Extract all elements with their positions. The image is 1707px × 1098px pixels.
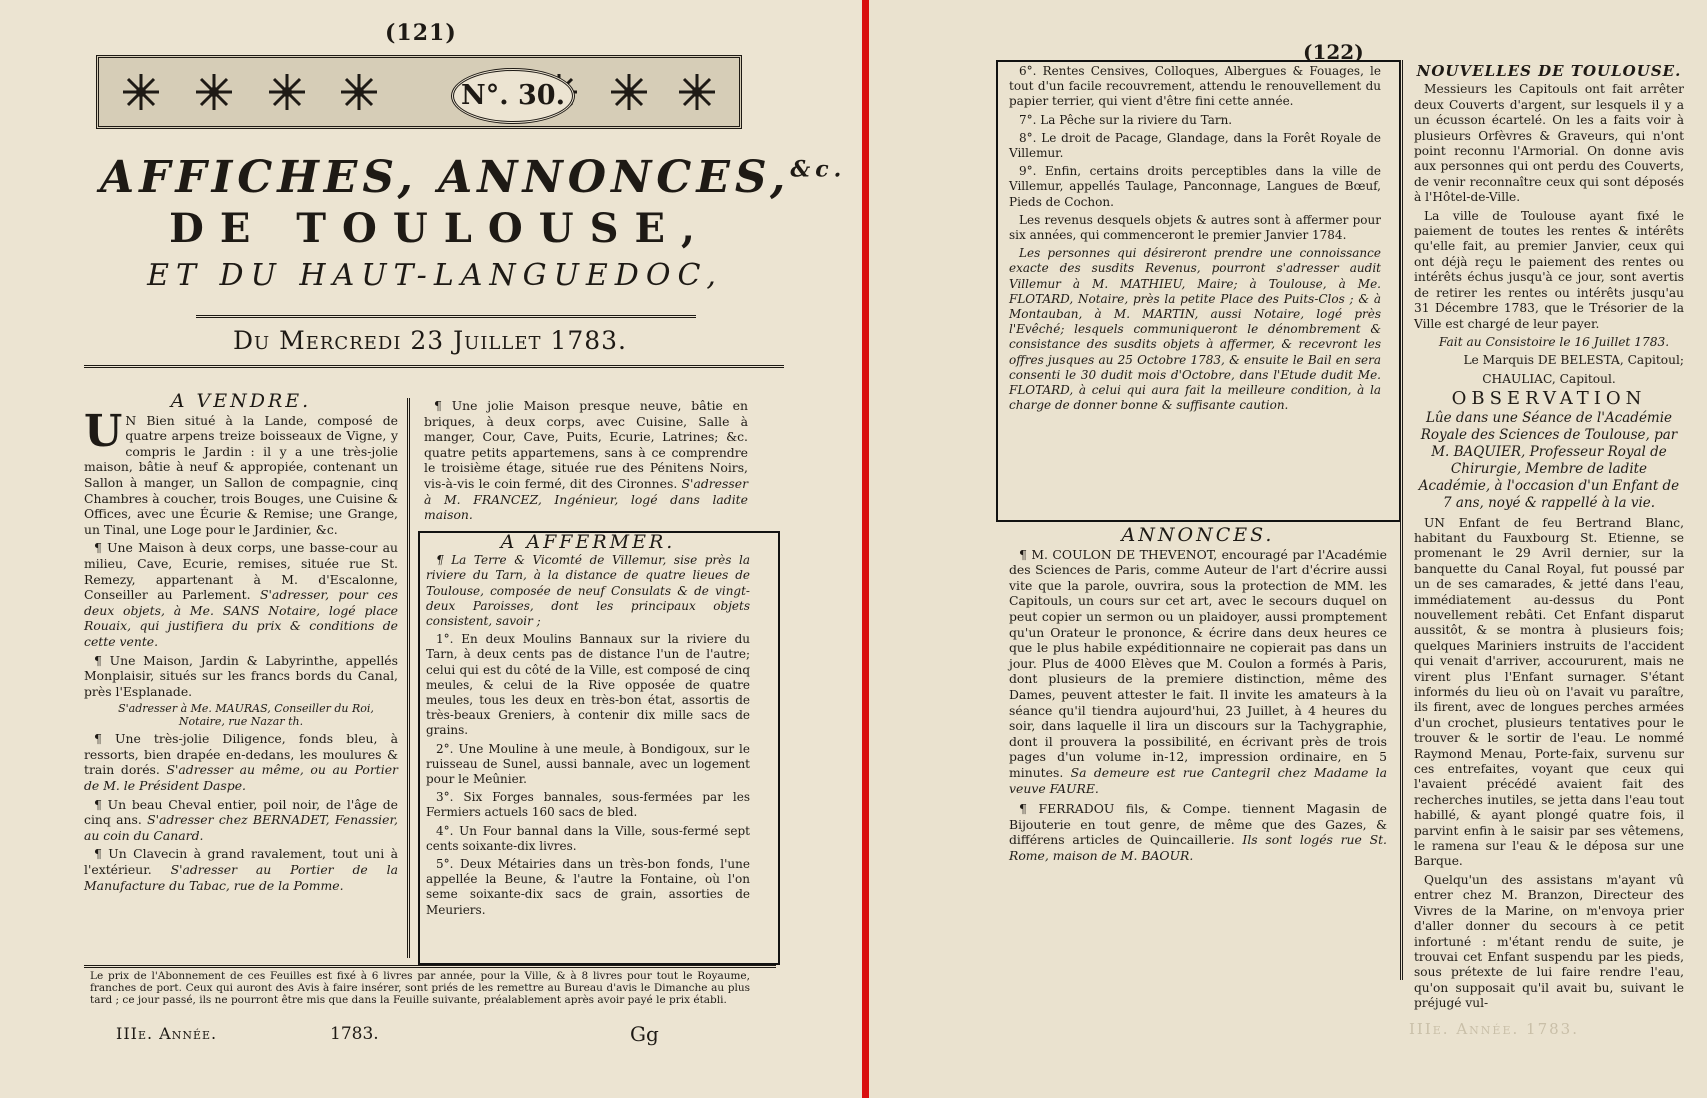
observation-paragraph: UN Enfant de feu Bertrand Blanc, habitant du Fauxbourg St. Etienne, se promenant le 29 Avril dernier, sur la banquette du Canal Royal, fut poussé par un de ses camarades, & jetté dans l'eau, immédiatement au-dessus du Pont nouvellement rebâti. Cet Enfant disparut aussitôt, & se montra à plusieurs fois; quelques Mariniers instruits de l'accident qui venait d'arriver, accoururent, mais ne virent plus l'Enfant surnager. S'étant informés du lieu où on l'avait vu paraître, ils firent, avec de longues perches armées d'un crochet, plusieurs tentatives pour le trouver & le sortir de l'eau. Le nommé Raymond Menau, Porte-faix, survenu sur ces entrefaites, voyant que ceux qui l'avaient précédé avaient fait des recherches inutiles, se jetta dans l'eau tout habillé, & ayant plongé quatre fois, il parvint enfin à le saisir par ses vêtemens, le ramena sur l'eau & le déposa sur une Barque. xyxy=(1414,515,1684,869)
observation-subtitle: Lûe dans une Séance de l'Académie Royale des Sciences de Toulouse, par M. BAQUIER, Professeur Royal de Chirurgie, Membre de ladite Académie, à l'occasion d'un Enfant de 7 ans, noyé & rappellé à la vie. xyxy=(1418,409,1680,511)
ad-paragraph xyxy=(84,653,398,700)
lease-item: 3°. Six Forges bannales, sous-fermées par les Fermiers actuels 160 sacs de bled. xyxy=(426,790,750,820)
section-heading: A VENDRE. xyxy=(170,390,312,412)
ad-paragraph xyxy=(84,731,398,793)
a-affermer-column xyxy=(426,531,750,921)
lease-revenus: Les revenus desquels objets & autres sont à affermer pour six années, qui commenceront le premier Janvier 1784. xyxy=(1009,212,1381,243)
subscription-notice: Le prix de l'Abonnement de ces Feuilles est fixé à 6 livres par année, pour la Ville, & à 8 livres pour tout le Royaume, franches de port. Ceux qui auront des Avis à faire insérer, sont priés de les remettre au Bureau d'avis le Dimanche au plus tard ; ce jour passé, ils ne pourront être mis que dans la Feuille suivante, préalablement après avoir payé le prix établi. xyxy=(90,970,750,1006)
lease-item: 7°. La Pêche sur la riviere du Tarn. xyxy=(1019,112,1233,127)
observation-paragraph: Quelqu'un des assistans m'ayant vû entrer chez M. Branzon, Directeur des Vivres de la Marine, on m'envoya prier d'aller donner du secours à ce petit infortuné : m'étant rendu de suite, je trouvai cet Enfant suspendu par les pieds, sous prétexte de lui faire rendre l'eau, qu'on supposait qu'il avait bu, suivant le préjugé vul- xyxy=(1414,872,1684,1011)
news-dateline: Fait au Consistoire le 16 Juillet 1783. xyxy=(1438,334,1670,349)
title-rule xyxy=(196,315,696,318)
maison-column xyxy=(424,398,748,526)
signature-line: Le Marquis DE BELESTA, Capitoul; xyxy=(1463,353,1684,368)
page-divider xyxy=(862,0,869,1098)
lease-intro: ¶ La Terre & Vicomté de Villemur, sise près la riviere du Tarn, à la distance de quatre lieues de Toulouse, composée de neuf Consulats & de vingt-deux Paroisses, dont les principaux objets consistent, savoir ; xyxy=(426,553,750,629)
ornament-icon xyxy=(121,72,161,112)
lease-item: 8°. Le droit de Pacage, Glandage, dans la Forêt Royale de Villemur. xyxy=(1009,130,1381,161)
footer-year: 1783. xyxy=(330,1024,379,1044)
section-heading: A AFFERMER. xyxy=(500,531,676,553)
right-page xyxy=(869,0,1707,1098)
lease-item: 4°. Un Four bannal dans la Ville, sous-fermé sept cents soixante-dix livres. xyxy=(426,823,750,853)
lease-item: 9°. Enfin, certains droits perceptibles dans la ville de Villemur, appellés Taulage, Panconnage, Langues de Bœuf, Pieds de Cochon. xyxy=(1009,164,1381,209)
lease-item: 1°. En deux Moulins Bannaux sur la riviere du Tarn, à deux cents pas de distance l'un de l'autre; celui qui est du côté de la Ville, est composé de cinq meules, & celui de la Rive opposée de quatre meules, tous les deux en très-bon état, assortis de très-beaux Greniers, à contenir dix mille sacs de grains. xyxy=(426,632,750,738)
ad-contact: S'adresser, pour ces deux objets, à Me. SANS Notaire, logé place Rouaix, qui justifiera du prix & conditions de cette vente. xyxy=(84,587,398,649)
ad-contact: S'adresser à Me. MAURAS, Conseiller du Roi, Notaire, rue Nazar th. xyxy=(118,702,374,729)
lease-item: 2°. Une Mouline à une meule, à Bondigoux, sur le ruisseau de Sunel, aussi bannale, avec un logement pour le Meûnier. xyxy=(426,741,750,787)
ad-text: ¶ Un beau Cheval entier, poil noir, de l'âge de cinq ans. xyxy=(84,796,398,828)
lease-item: 6°. Rentes Censives, Colloques, Albergues & Fouages, le tout d'un facile recouvrement, attendu le renouvellement du papier terrier, qui vient d'être fini cette année. xyxy=(1009,64,1381,109)
ad-text: ¶ M. COULON DE THEVENOT, encouragé par l'Académie des Sciences de Paris, comme Auteur de l'art d'écrire aussi vite que la parole, ouvrira, sous la protection de MM. les Capitouls, un cours sur cet art, avec le secours duquel on peut copier un sermon ou un plaidoyer, aussi promptement qu'un Orateur le prononce, & écrire dans deux heures ce que le plus habile expéditionnaire ne copierait pas dans un jour. Plus de 4000 Elèves que M. Coulon a formés à Paris, dont plusieurs de la premiere distinction, même des Dames, peuvent attester le fait. Il invite les amateurs à la séance qu'il tiendra aujourd'hui, 23 Juillet, à 4 heures du soir, dans laquelle il lira un discours sur la Tachygraphie, dont il prouvera la possibilité, en écrivant près de trois pages d'un volume in-12, impression ordinaire, en 5 minutes. xyxy=(1009,546,1387,780)
continued-lease-column xyxy=(1009,64,1381,416)
column-rule xyxy=(1400,60,1403,980)
ad-paragraph xyxy=(1009,801,1387,863)
ad-text: ¶ Une Maison à deux corps, une basse-cour au milieu, Cave, Ecurie, remises, située rue St. Remezy, appartenant à M. d'Escalonne, Conseiller au Parlement. xyxy=(84,540,398,603)
ad-contact: S'adresser chez BERNADET, Fenassier, au coin du Canard. xyxy=(84,812,398,843)
a-vendre-column xyxy=(84,390,398,896)
title-line-3: ET DU HAUT-LANGUEDOC, xyxy=(147,258,723,293)
title-etc: &c. xyxy=(790,156,847,183)
ad-contact: S'adresser au Portier de la Manufacture du Tabac, rue de la Pomme. xyxy=(84,862,398,893)
drop-cap: U xyxy=(84,405,123,457)
news-paragraph: Messieurs les Capitouls ont fait arrêter deux Couverts d'argent, sur lesquels il y a un écusson écartelé. On les a faits voir à plusieurs Orfèvres & Graveurs, qui n'ont point reconnu l'Armorial. On donne avis aux personnes qui ont perdu des Couverts, de venir reconnaître ceux qui sont déposés à l'Hôtel-de-Ville. xyxy=(1414,82,1684,205)
issue-number: N°. 30. xyxy=(451,68,575,124)
section-heading: ANNONCES. xyxy=(1121,524,1275,546)
ad-contact: Ils sont logés rue St. Rome, maison de M. BAOUR. xyxy=(1009,832,1387,863)
masthead-ornament-band xyxy=(96,55,742,129)
issue-date: Du Mercredi 23 Juillet 1783. xyxy=(232,326,628,355)
ad-text: ¶ FERRADOU fils, & Compe. tiennent Magasin de Bijouterie en tout genre, de même que des Gazes, & différens articles de Quincaillerie. xyxy=(1009,801,1387,848)
section-heading: NOUVELLES DE TOULOUSE. xyxy=(1416,62,1682,80)
ornament-icon xyxy=(194,72,234,112)
page-number-right: (122) xyxy=(1303,40,1364,64)
ornament-icon xyxy=(339,72,379,112)
section-heading: OBSERVATION xyxy=(1451,388,1647,410)
nouvelles-column xyxy=(1414,64,1684,1015)
page-number-left: (121) xyxy=(385,20,457,46)
column-rule xyxy=(407,398,410,958)
lease-contact: Les personnes qui désireront prendre une connoissance exacte des susdits Revenus, pourront s'adresser audit Villemur à M. MATHIEU, Maire; à Toulouse, à Me. FLOTARD, Notaire, près la petite Place des Puits-Clos ; & à Montauban, à M. MARTIN, aussi Notaire, logé près l'Evêché; lesquels communiqueront le dénombrement & consistance des susdits objets à affermer, & recevront les offres jusques au 25 Octobre 1783, & ensuite le Bail en sera consenti le 30 dudit mois d'Octobre, dans l'Etude dudit Me. FLOTARD, à celui qui aura fait la meilleure condition, à la charge de donner bonne & suffisante caution. xyxy=(1009,246,1381,413)
ad-text: ¶ Une très-jolie Diligence, fonds bleu, à ressorts, bien drapée en-dedans, les moulures & train dorés. xyxy=(84,731,398,778)
footer-annee: IIIe. Année. xyxy=(116,1024,218,1043)
ornament-icon xyxy=(609,72,649,112)
ad-paragraph xyxy=(84,846,398,893)
ad-paragraph xyxy=(84,797,398,844)
ad-contact: S'adresser au même, ou au Portier de M. le Président Daspe. xyxy=(84,762,398,794)
title-line-1: AFFICHES, ANNONCES, xyxy=(100,152,791,203)
ad-paragraph xyxy=(84,540,398,649)
ornament-icon xyxy=(267,72,307,112)
ad-text: ¶ Une jolie Maison presque neuve, bâtie en briques, à deux corps, avec Cuisine, Salle à manger, Cour, Cave, Puits, Ecurie, Latrines; &c. quatre petits appartemens, sans à ce comprendre le troisième étage, située rue des Pénitens Noirs, vis-à-vis le coin fermé, dit des Cironnes. xyxy=(424,398,748,491)
ad-paragraph xyxy=(1009,547,1387,797)
footer-signature: Gg xyxy=(630,1022,659,1046)
title-line-2: DE TOULOUSE, xyxy=(169,205,711,252)
lease-item: 5°. Deux Métairies dans un très-bon fonds, l'une appellée la Beune, & l'autre la Fontaine, où l'on seme soixante-dix sacs de grain, assorties de Meuriers. xyxy=(426,857,750,917)
ad-paragraph xyxy=(84,405,398,538)
bottom-ghost-text: IIIe. Année. 1783. xyxy=(1409,1020,1579,1038)
signature-line: CHAULIAC, Capitoul. xyxy=(1482,371,1616,386)
annonces-column xyxy=(1009,524,1387,866)
footer-rule xyxy=(84,965,776,968)
news-paragraph: La ville de Toulouse ayant fixé le paiement de toutes les rentes & intérêts qu'elle fait, au premier Janvier, ceux qui ont déjà reçu le paiement des rentes ou intérêts échus jusqu'à ce jour, sont avertis de retirer les rentes ou intérêts jusqu'au 31 Décembre 1783, que le Trésorier de la Ville est chargé de leur payer. xyxy=(1414,208,1684,331)
ad-contact: S'adresser à M. FRANCEZ, Ingénieur, logé dans ladite maison. xyxy=(424,475,748,523)
date-rule xyxy=(84,365,784,368)
ad-text: ¶ Une Maison, Jardin & Labyrinthe, appellés Monplaisir, situés sur les francs bords du Canal, près l'Esplanade. xyxy=(84,652,398,699)
ad-text: N Bien situé à la Lande, composé de quatre arpens treize boisseaux de Vigne, y compris le Jardin : il y a une très-jolie maison, bâtie à neuf & appropiée, contenant un Sallon à manger, un Sallon de compagnie, cinq Chambres à coucher, trois Bouges, une Cuisine & Offices, avec une Écurie & Remise; une Grange, un Tinal, une Loge pour le Jardinier, &c. xyxy=(84,412,398,537)
ad-paragraph xyxy=(424,398,748,523)
ornament-icon xyxy=(677,72,717,112)
ad-text: ¶ Un Clavecin à grand ravalement, tout uni à l'extérieur. xyxy=(84,846,398,878)
ad-contact: Sa demeure est rue Cantegril chez Madame la veuve FAURE. xyxy=(1009,764,1387,796)
masthead-title xyxy=(100,152,847,203)
